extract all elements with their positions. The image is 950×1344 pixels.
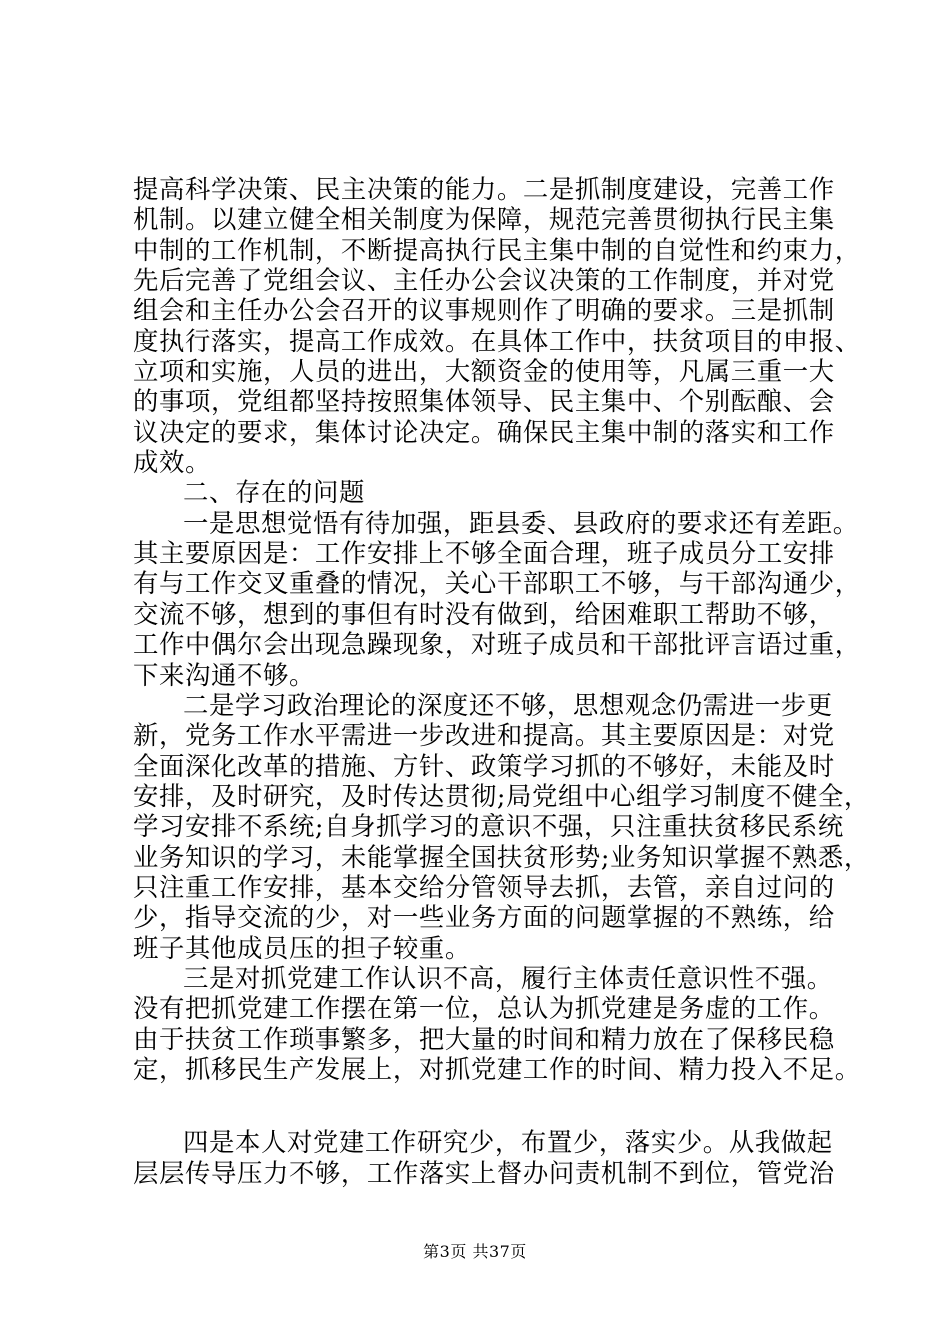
text-line: 业务知识的学习，未能掌握全国扶贫形势;业务知识掌握不熟悉， (133, 841, 870, 872)
text-line: 层层传导压力不够，工作落实上督办问责机制不到位，管党治 (133, 1157, 835, 1188)
text-line: 全面深化改革的措施、方针、政策学习抓的不够好，未能及时 (133, 750, 835, 781)
paragraph-gap (133, 1084, 833, 1127)
text-line: 学习安排不系统;自身抓学习的意识不强，只注重扶贫移民系统 (133, 811, 844, 842)
text-line: 成效。 (133, 447, 211, 478)
page-footer (0, 1242, 950, 1262)
text-line: 工作中偶尔会出现急躁现象，对班子成员和干部批评言语过重， (133, 629, 861, 660)
text-line: 四是本人对党建工作研究少，布置少，落实少。从我做起 (183, 1127, 833, 1158)
text-line: 有与工作交叉重叠的情况，关心干部职工不够，与干部沟通少， (133, 568, 861, 599)
text-line: 安排，及时研究，及时传达贯彻;局党组中心组学习制度不健全， (133, 780, 870, 811)
section-heading: 二、存在的问题 (183, 477, 365, 508)
text-line: 少，指导交流的少，对一些业务方面的问题掌握的不熟练，给 (133, 902, 835, 933)
document-body (133, 174, 870, 1188)
text-line: 三是对抓党建工作认识不高，履行主体责任意识性不强。 (183, 962, 833, 993)
text-line: 中制的工作机制，不断提高执行民主集中制的自觉性和约束力， (133, 234, 861, 265)
text-line: 新，党务工作水平需进一步改进和提高。其主要原因是：对党 (133, 720, 835, 751)
text-line: 定，抓移民生产发展上，对抓党建工作的时间、精力投入不足。 (133, 1053, 861, 1084)
text-line: 下来沟通不够。 (133, 659, 315, 690)
page-number-label: 第3页 共37页 (423, 1242, 527, 1261)
text-line: 立项和实施，人员的进出，大额资金的使用等，凡属三重一大 (133, 356, 835, 387)
text-line: 没有把抓党建工作摆在第一位，总认为抓党建是务虚的工作。 (133, 993, 835, 1024)
text-line: 二是学习政治理论的深度还不够，思想观念仍需进一步更 (183, 689, 833, 720)
text-line: 度执行落实，提高工作成效。在具体工作中，扶贫项目的申报、 (133, 325, 861, 356)
text-line: 先后完善了党组会议、主任办公会议决策的工作制度，并对党 (133, 265, 835, 296)
text-line: 一是思想觉悟有待加强，距县委、县政府的要求还有差距。 (183, 507, 859, 538)
text-line: 组会和主任办公会召开的议事规则作了明确的要求。三是抓制 (133, 295, 835, 326)
text-line: 由于扶贫工作琐事繁多，把大量的时间和精力放在了保移民稳 (133, 1023, 835, 1054)
text-line: 提高科学决策、民主决策的能力。二是抓制度建设，完善工作 (133, 174, 835, 204)
text-line: 的事项，党组都坚持按照集体领导、民主集中、个别酝酿、会 (133, 386, 835, 417)
text-line: 其主要原因是：工作安排上不够全面合理，班子成员分工安排 (133, 538, 835, 569)
text-line: 只注重工作安排，基本交给分管领导去抓，去管，亲自过问的 (133, 871, 835, 902)
text-line: 交流不够，想到的事但有时没有做到，给困难职工帮助不够， (133, 598, 835, 629)
text-line: 班子其他成员压的担子较重。 (133, 932, 471, 963)
text-line: 机制。以建立健全相关制度为保障，规范完善贯彻执行民主集 (133, 204, 835, 235)
text-line: 议决定的要求，集体讨论决定。确保民主集中制的落实和工作 (133, 416, 835, 447)
